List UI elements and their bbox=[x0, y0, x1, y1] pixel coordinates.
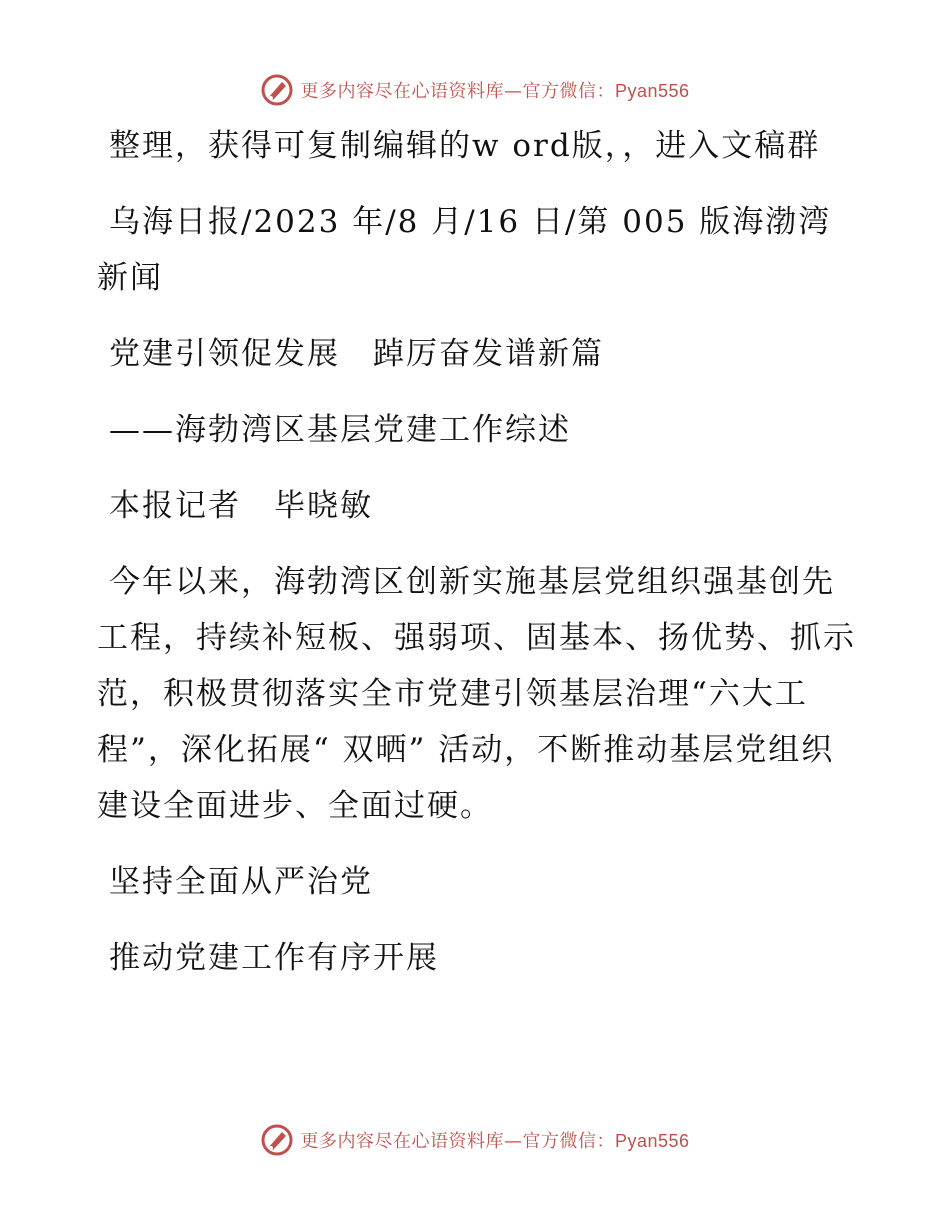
article-subtitle: ——海勃湾区基层党建工作综述 bbox=[109, 412, 571, 448]
note-paragraph: 整理，获得可复制编辑的w ord版，，进入文稿群 bbox=[109, 128, 821, 164]
header-watermark-banner bbox=[0, 70, 950, 110]
body-paragraph: 今年以来，海勃湾区创新实施基层党组织强基创先工程，持续补短板、强弱项、固基本、扬优势、抓示范，积极贯彻落实全市党建引领基层治理“六大工程”，深化拓展“ 双晒” 活动，不断推动基层党组织建设全面进步、全面过硬。 bbox=[97, 564, 856, 824]
pen-logo-icon bbox=[260, 1123, 294, 1157]
watermark-text: 更多内容尽在心语资料库—官方微信：Pyan556 bbox=[300, 81, 690, 102]
byline: 本报记者 毕晓敏 bbox=[109, 488, 373, 524]
article-title: 党建引领促发展 踔厉奋发谱新篇 bbox=[109, 336, 604, 372]
footer-watermark-banner bbox=[0, 1120, 950, 1160]
pen-logo-icon bbox=[260, 73, 294, 107]
section-subheading: 推动党建工作有序开展 bbox=[109, 940, 439, 976]
watermark-text: 更多内容尽在心语资料库—官方微信：Pyan556 bbox=[300, 1131, 690, 1152]
section-heading: 坚持全面从严治党 bbox=[109, 864, 373, 900]
source-line: 乌海日报/2023 年/8 月/16 日/第 005 版海渤湾新闻 bbox=[97, 204, 832, 296]
document-body bbox=[97, 118, 857, 1006]
